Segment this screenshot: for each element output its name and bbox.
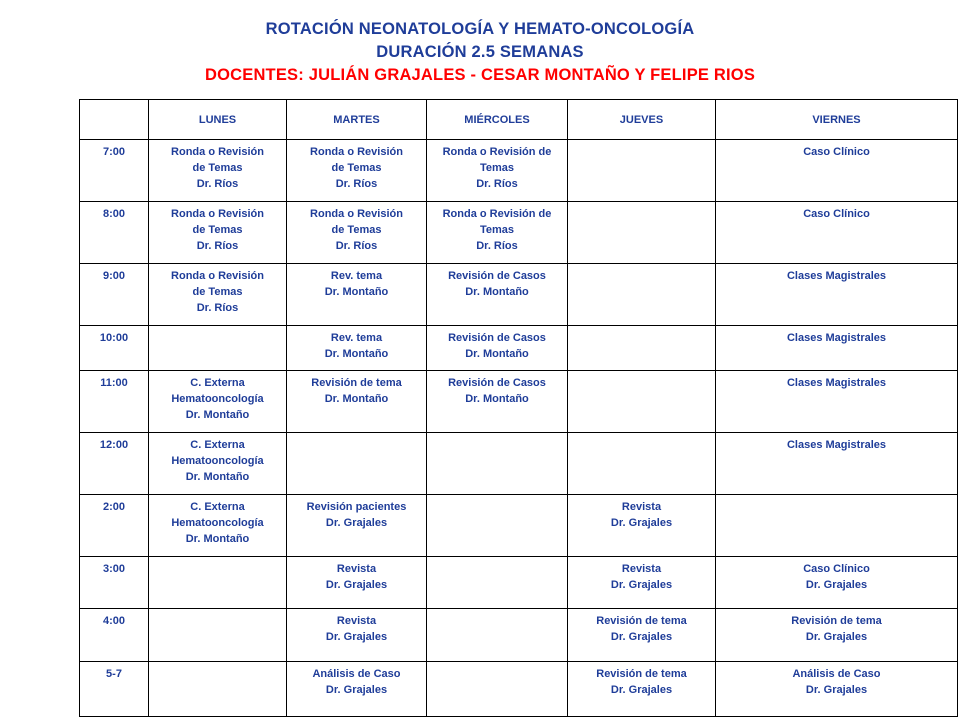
cell-text: de Temas: [192, 224, 243, 236]
cell-text: Dr. Montaño: [324, 286, 389, 298]
schedule-cell-viernes: [716, 557, 958, 609]
time-cell: 7:00: [80, 140, 149, 202]
cell-text: Dr. Ríos: [196, 302, 239, 314]
cell-text: Dr. Ríos: [335, 178, 378, 190]
time-cell: 3:00: [80, 557, 149, 609]
table-row: [80, 326, 958, 371]
schedule-cell-viernes: [716, 202, 958, 264]
cell-text: Temas: [479, 224, 515, 236]
schedule-cell-martes: [287, 557, 427, 609]
cell-text: Hematooncología: [171, 393, 264, 405]
schedule-cell-lunes: [149, 609, 287, 662]
schedule-cell-miercoles: [427, 495, 568, 557]
cell-text: Revisión pacientes: [306, 501, 407, 513]
cell-text: Análisis de Caso: [792, 668, 881, 680]
cell-text: Ronda o Revisión de: [442, 208, 552, 220]
cell-text: Dr. Grajales: [325, 579, 388, 591]
cell-text: Revista: [336, 563, 377, 575]
cell-text: Dr. Grajales: [610, 684, 673, 696]
schedule-cell-lunes: [149, 264, 287, 326]
cell-text: Revisión de Casos: [448, 377, 546, 389]
cell-text: Ronda o Revisión: [171, 146, 264, 158]
cell-text: de Temas: [192, 162, 243, 174]
table-row: [80, 264, 958, 326]
cell-text: Dr. Grajales: [805, 631, 868, 643]
cell-text: Hematooncología: [171, 455, 264, 467]
schedule-cell-miercoles: [427, 140, 568, 202]
cell-text: Clases Magistrales: [786, 439, 887, 451]
schedule-cell-jueves: [568, 662, 716, 717]
cell-text: Clases Magistrales: [786, 270, 887, 282]
schedule-cell-jueves: [568, 371, 716, 433]
schedule-cell-lunes: [149, 371, 287, 433]
cell-text: Ronda o Revisión: [310, 146, 403, 158]
time-cell: 8:00: [80, 202, 149, 264]
day-header-miercoles: MIÉRCOLES: [427, 100, 568, 140]
table-row: [80, 140, 958, 202]
table-row: [80, 202, 958, 264]
schedule-cell-miercoles: [427, 557, 568, 609]
time-cell: 11:00: [80, 371, 149, 433]
cell-text: C. Externa: [190, 377, 245, 389]
table-row: [80, 371, 958, 433]
schedule-cell-lunes: [149, 202, 287, 264]
table-row: [80, 495, 958, 557]
cell-text: Dr. Grajales: [325, 517, 388, 529]
schedule-cell-miercoles: [427, 371, 568, 433]
schedule-cell-lunes: [149, 140, 287, 202]
schedule-cell-jueves: [568, 557, 716, 609]
schedule-cell-jueves: [568, 202, 716, 264]
cell-text: Rev. tema: [330, 270, 383, 282]
cell-text: Revisión de Casos: [448, 270, 546, 282]
schedule-cell-viernes: [716, 495, 958, 557]
schedule-cell-viernes: [716, 140, 958, 202]
schedule-cell-viernes: [716, 433, 958, 495]
cell-text: Caso Clínico: [803, 208, 870, 220]
cell-text: Dr. Ríos: [335, 240, 378, 252]
time-cell: 2:00: [80, 495, 149, 557]
cell-text: C. Externa: [190, 439, 245, 451]
cell-text: C. Externa: [190, 501, 245, 513]
time-cell: 5-7: [80, 662, 149, 717]
corner-cell: [80, 100, 149, 140]
cell-text: Dr. Grajales: [610, 631, 673, 643]
cell-text: Caso Clínico: [803, 146, 870, 158]
schedule-cell-miercoles: [427, 202, 568, 264]
schedule-cell-martes: [287, 433, 427, 495]
cell-text: Dr. Montaño: [465, 393, 529, 405]
cell-text: Rev. tema: [330, 332, 383, 344]
cell-text: Clases Magistrales: [786, 377, 887, 389]
duration-title: DURACIÓN 2.5 SEMANAS: [376, 43, 584, 61]
cell-text: Dr. Grajales: [805, 684, 868, 696]
day-header-lunes: LUNES: [149, 100, 287, 140]
schedule-cell-lunes: [149, 433, 287, 495]
time-cell: 4:00: [80, 609, 149, 662]
schedule-cell-martes: [287, 609, 427, 662]
cell-text: Ronda o Revisión: [310, 208, 403, 220]
schedule-cell-viernes: [716, 326, 958, 371]
table-row: [80, 662, 958, 717]
schedule-cell-lunes: [149, 495, 287, 557]
day-header-viernes: VIERNES: [716, 100, 958, 140]
cell-text: Temas: [479, 162, 515, 174]
schedule-cell-martes: [287, 140, 427, 202]
cell-text: Dr. Grajales: [805, 579, 868, 591]
schedule-cell-miercoles: [427, 264, 568, 326]
schedule-cell-viernes: [716, 371, 958, 433]
cell-text: Dr. Montaño: [465, 348, 529, 360]
schedule-cell-jueves: [568, 609, 716, 662]
schedule-cell-lunes: [149, 662, 287, 717]
cell-text: Revista: [621, 501, 662, 513]
cell-text: Dr. Ríos: [476, 240, 518, 252]
schedule-cell-jueves: [568, 264, 716, 326]
day-header-martes: MARTES: [287, 100, 427, 140]
time-cell: 12:00: [80, 433, 149, 495]
teachers-title: DOCENTES: JULIÁN GRAJALES - CESAR MONTAÑO Y FELIPE RIOS: [204, 66, 756, 84]
schedule-cell-martes: [287, 264, 427, 326]
cell-text: Análisis de Caso: [312, 668, 401, 680]
cell-text: Revisión de tema: [596, 668, 687, 680]
cell-text: Revisión de tema: [596, 615, 687, 627]
schedule-table: [79, 99, 958, 717]
time-cell: 9:00: [80, 264, 149, 326]
schedule-cell-jueves: [568, 140, 716, 202]
schedule-cell-lunes: [149, 326, 287, 371]
schedule-cell-martes: [287, 662, 427, 717]
cell-text: Revisión de Casos: [448, 332, 546, 344]
schedule-body: [80, 140, 958, 717]
schedule-cell-viernes: [716, 609, 958, 662]
cell-text: Dr. Ríos: [196, 178, 239, 190]
schedule-cell-viernes: [716, 264, 958, 326]
table-row: [80, 609, 958, 662]
time-cell: 10:00: [80, 326, 149, 371]
table-row: [80, 557, 958, 609]
cell-text: Dr. Montaño: [185, 409, 250, 421]
cell-text: Dr. Montaño: [465, 286, 529, 298]
cell-text: Dr. Ríos: [476, 178, 518, 190]
cell-text: Dr. Montaño: [324, 393, 389, 405]
cell-text: Dr. Montaño: [324, 348, 389, 360]
cell-text: Ronda o Revisión de: [442, 146, 552, 158]
cell-text: Dr. Grajales: [610, 579, 673, 591]
schedule-cell-miercoles: [427, 433, 568, 495]
cell-text: de Temas: [331, 162, 382, 174]
schedule-cell-miercoles: [427, 662, 568, 717]
schedule-cell-miercoles: [427, 609, 568, 662]
cell-text: de Temas: [331, 224, 382, 236]
cell-text: Dr. Grajales: [610, 517, 673, 529]
cell-text: Clases Magistrales: [786, 332, 887, 344]
cell-text: Revisión de tema: [311, 377, 402, 389]
cell-text: Hematooncología: [171, 517, 264, 529]
schedule-cell-martes: [287, 202, 427, 264]
schedule-cell-viernes: [716, 662, 958, 717]
day-header-jueves: JUEVES: [568, 100, 716, 140]
schedule-cell-martes: [287, 371, 427, 433]
schedule-cell-jueves: [568, 326, 716, 371]
schedule-cell-jueves: [568, 495, 716, 557]
table-row: [80, 433, 958, 495]
header-row: [80, 100, 958, 140]
cell-text: Dr. Grajales: [325, 631, 388, 643]
schedule-cell-jueves: [568, 433, 716, 495]
cell-text: Dr. Grajales: [325, 684, 388, 696]
title-block: [0, 18, 960, 87]
cell-text: Dr. Ríos: [196, 240, 239, 252]
cell-text: Caso Clínico: [803, 563, 870, 575]
cell-text: Revisión de tema: [791, 615, 882, 627]
cell-text: Ronda o Revisión: [171, 270, 264, 282]
schedule-cell-miercoles: [427, 326, 568, 371]
cell-text: Ronda o Revisión: [171, 208, 264, 220]
cell-text: Dr. Montaño: [185, 533, 250, 545]
schedule-cell-martes: [287, 495, 427, 557]
rotation-title: ROTACIÓN NEONATOLOGÍA Y HEMATO-ONCOLOGÍA: [265, 20, 695, 38]
cell-text: de Temas: [192, 286, 243, 298]
schedule-cell-lunes: [149, 557, 287, 609]
schedule-cell-martes: [287, 326, 427, 371]
cell-text: Revista: [336, 615, 377, 627]
cell-text: Revista: [621, 563, 662, 575]
cell-text: Dr. Montaño: [185, 471, 250, 483]
